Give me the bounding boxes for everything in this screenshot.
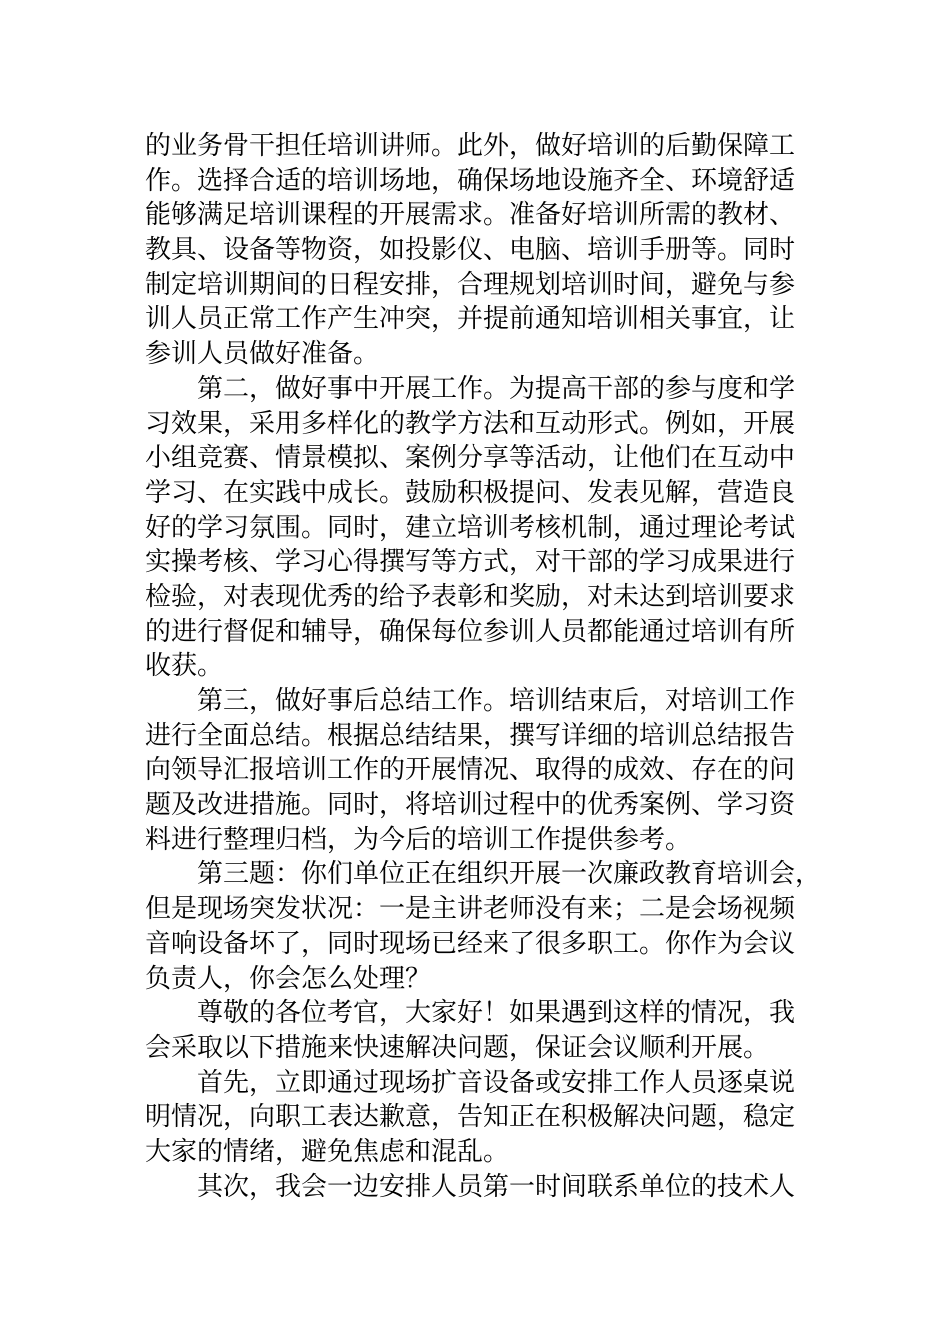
text-line: 尊敬的各位考官，大家好！如果遇到这样的情况，我 <box>197 998 796 1029</box>
text-line: 收获。 <box>145 651 224 682</box>
text-line: 实操考核、学习心得撰写等方式，对干部的学习成果进行 <box>145 547 796 578</box>
text-line: 题及改进措施。同时，将培训过程中的优秀案例、学习资 <box>145 790 796 821</box>
text-line: 制定培训期间的日程安排，合理规划培训时间，避免与参 <box>145 269 796 300</box>
text-line: 教具、设备等物资，如投影仪、电脑、培训手册等。同时 <box>145 235 796 266</box>
text-line: 首先，立即通过现场扩音设备或安排工作人员逐桌说 <box>197 1067 796 1098</box>
text-line: 但是现场突发状况：一是主讲老师没有来；二是会场视频 <box>145 894 796 925</box>
text-line: 第三题：你们单位正在组织开展一次廉政教育培训会， <box>197 859 822 890</box>
text-line: 音响设备坏了，同时现场已经来了很多职工。你作为会议 <box>145 928 796 959</box>
text-line: 训人员正常工作产生冲突，并提前通知培训相关事宜，让 <box>145 304 796 335</box>
text-line: 料进行整理归档，为今后的培训工作提供参考。 <box>145 824 692 855</box>
text-line: 会采取以下措施来快速解决问题，保证会议顺利开展。 <box>145 1032 770 1063</box>
text-line: 习效果，采用多样化的教学方法和互动形式。例如，开展 <box>145 408 796 439</box>
document-body <box>145 129 822 1204</box>
text-line: 第二，做好事中开展工作。为提高干部的参与度和学 <box>197 373 796 404</box>
text-line: 参训人员做好准备。 <box>145 339 380 370</box>
text-line: 的进行督促和辅导，确保每位参训人员都能通过培训有所 <box>145 616 796 647</box>
text-line: 第三，做好事后总结工作。培训结束后，对培训工作 <box>197 686 796 716</box>
text-line: 检验，对表现优秀的给予表彰和奖励，对未达到培训要求 <box>145 581 796 612</box>
text-line: 负责人，你会怎么处理？ <box>145 963 432 994</box>
text-line: 学习、在实践中成长。鼓励积极提问、发表见解，营造良 <box>145 477 796 508</box>
text-line: 的业务骨干担任培训讲师。此外，做好培训的后勤保障工 <box>145 131 796 161</box>
text-line: 其次，我会一边安排人员第一时间联系单位的技术人 <box>197 1171 796 1202</box>
text-line: 大家的情绪，避免焦虑和混乱。 <box>145 1136 510 1167</box>
text-line: 能够满足培训课程的开展需求。准备好培训所需的教材、 <box>145 200 796 231</box>
text-line: 向领导汇报培训工作的开展情况、取得的成效、存在的问 <box>145 755 796 786</box>
text-line: 进行全面总结。根据总结结果，撰写详细的培训总结报告 <box>145 720 796 751</box>
text-line: 作。选择合适的培训场地，确保场地设施齐全、环境舒适 <box>145 165 796 196</box>
text-line: 明情况，向职工表达歉意，告知正在积极解决问题，稳定 <box>145 1102 796 1133</box>
text-line: 小组竞赛、情景模拟、案例分享等活动，让他们在互动中 <box>145 443 796 474</box>
text-line: 好的学习氛围。同时，建立培训考核机制，通过理论考试 <box>145 512 796 543</box>
